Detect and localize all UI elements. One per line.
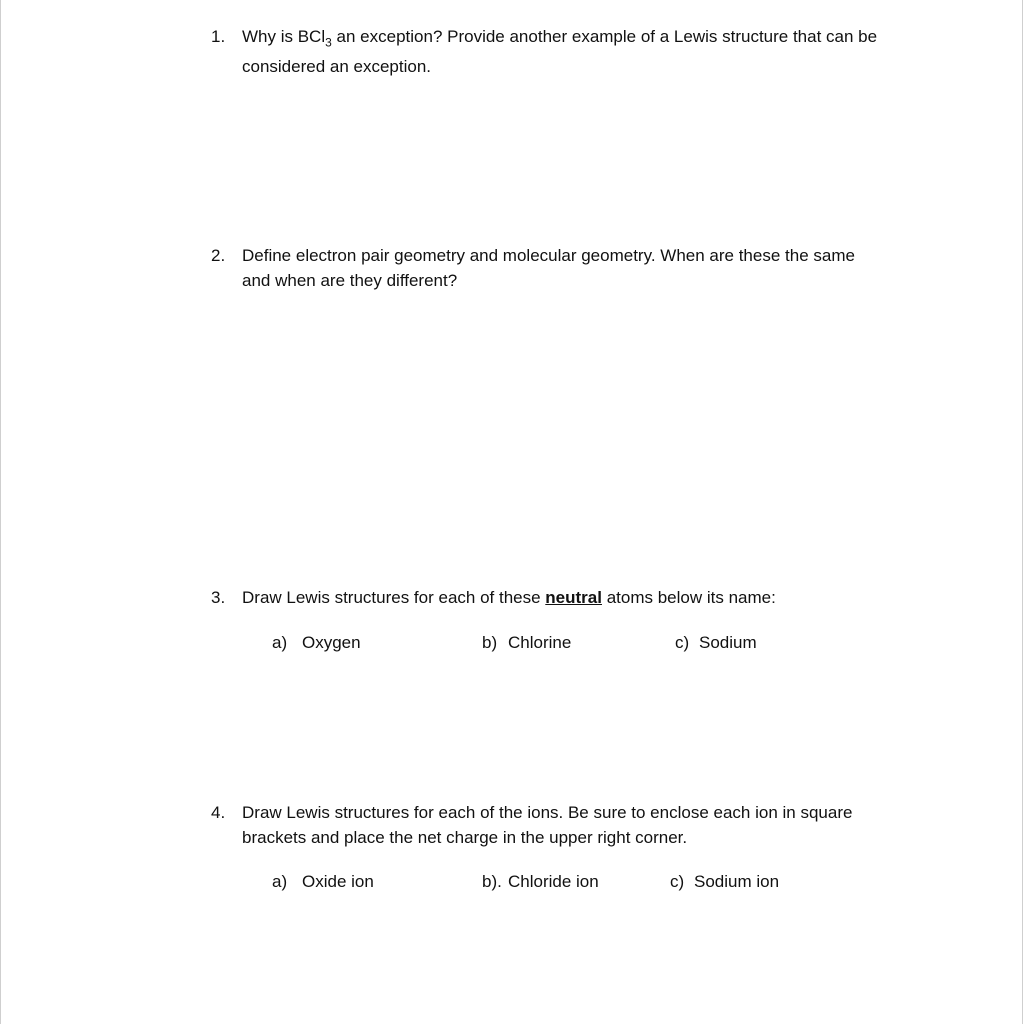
question-text: Draw Lewis structures for each of the ions. Be sure to enclose each ion in square brackets and place the net charge in the upper right corner. <box>242 803 853 847</box>
q4-item-b: b). Chloride ion <box>482 872 599 891</box>
question-number: 2. <box>211 246 226 265</box>
question-text: Define electron pair geometry and molecular geometry. When are these the same and when are they different? <box>242 246 855 290</box>
question-1 <box>211 25 931 79</box>
question-4 <box>211 801 931 850</box>
q3-item-a: a) Oxygen <box>272 633 361 652</box>
q3-item-c: c) Sodium <box>675 633 757 652</box>
q4-item-a: a) Oxide ion <box>272 872 374 891</box>
q4-item-c: c) Sodium ion <box>670 872 780 891</box>
emphasis-neutral: neutral <box>545 588 602 607</box>
question-number: 1. <box>211 27 226 46</box>
question-2 <box>211 244 931 293</box>
question-number: 4. <box>211 803 226 822</box>
subscript: 3 <box>325 35 332 50</box>
question-3 <box>211 586 931 611</box>
q3-item-b: b) Chlorine <box>482 633 572 652</box>
question-text: Draw Lewis structures for each of these neutral atoms below its name: <box>242 588 776 607</box>
question-text: Why is BCl$_3$ an exception? Provide another example of a Lewis structure that can be considered an exception. <box>242 27 878 76</box>
question-number: 3. <box>211 588 226 607</box>
